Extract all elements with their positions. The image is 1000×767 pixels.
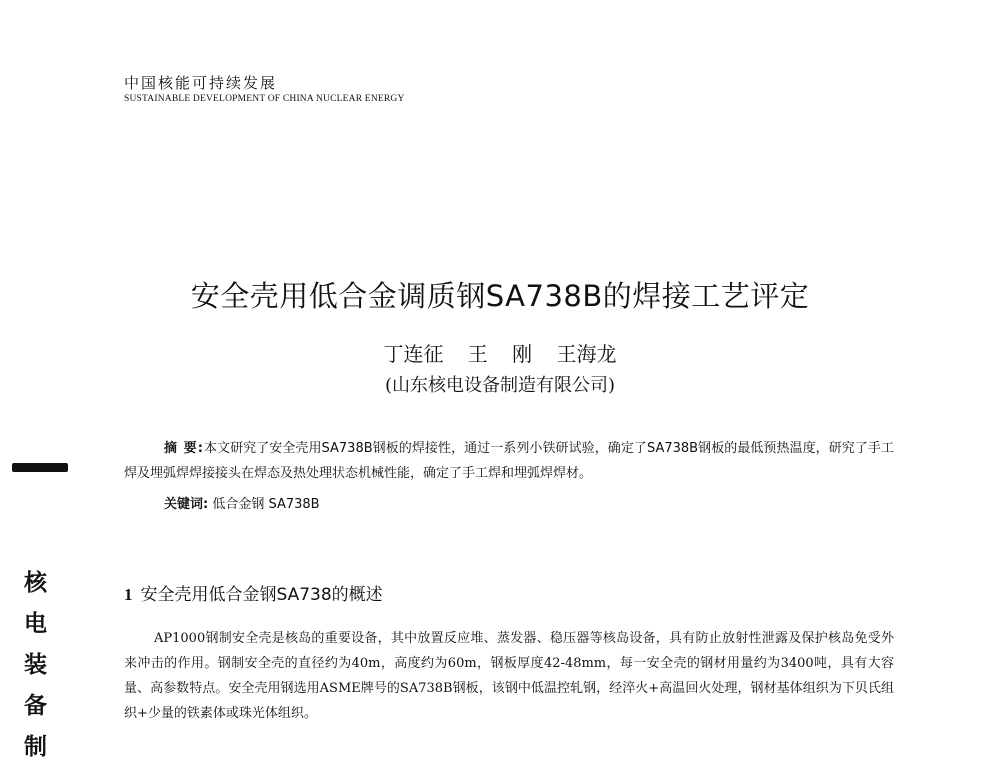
side-char: 备 bbox=[24, 692, 47, 719]
abstract-text: 本文研究了安全壳用SA738B钢板的焊接性，通过一系列小铁研试验，确定了SA738B钢板的最低预热温度，研究了手工焊及埋弧焊焊接接头在焊态及热处理状态机械性能，确定了手工焊和埋弧焊焊材。 bbox=[124, 441, 894, 481]
journal-title-cn: 中国核能可持续发展 bbox=[124, 74, 278, 92]
section-number: 1 bbox=[124, 585, 133, 604]
body-paragraph: AP1000钢制安全壳是核岛的重要设备，其中放置反应堆、蒸发器、稳压器等核岛设备，具有防止放射性泄露及保护核岛免受外来冲击的作用。钢制安全壳的直径约为40m，高度约为60m，钢板厚度42-48mm，每一安全壳的钢材用量约为3400吨，具有大容量、高参数特点。安全壳用钢选用ASME牌号的SA738B钢板，该钢中低温控轧钢，经淬火+高温回火处理，钢材基体组织为下贝氏组织+少量的铁素体或珠光体组织。 bbox=[124, 631, 894, 721]
journal-title-en: SUSTAINABLE DEVELOPMENT OF CHINA NUCLEAR ENERGY bbox=[124, 94, 405, 104]
keywords-text: 低合金钢 SA738B bbox=[212, 497, 320, 512]
side-column-title bbox=[24, 562, 64, 767]
side-char: 装 bbox=[24, 651, 47, 678]
paper-title: 安全壳用低合金调质钢SA738B的焊接工艺评定 bbox=[190, 279, 810, 313]
abstract-label: 摘 要: bbox=[164, 441, 204, 456]
abstract bbox=[124, 436, 894, 486]
running-header bbox=[124, 74, 405, 105]
keywords bbox=[164, 494, 320, 516]
section-title: 安全壳用低合金钢SA738的概述 bbox=[140, 585, 383, 605]
affiliation: (山东核电设备制造有限公司) bbox=[384, 375, 616, 396]
side-char: 核 bbox=[24, 569, 47, 596]
side-char: 制 bbox=[24, 733, 47, 760]
section-heading bbox=[124, 583, 383, 607]
authors: 丁连征 王 刚 王海龙 bbox=[383, 342, 617, 366]
keywords-label: 关键词: bbox=[164, 497, 209, 512]
side-marker-bar bbox=[12, 463, 68, 472]
side-char: 电 bbox=[24, 610, 47, 637]
